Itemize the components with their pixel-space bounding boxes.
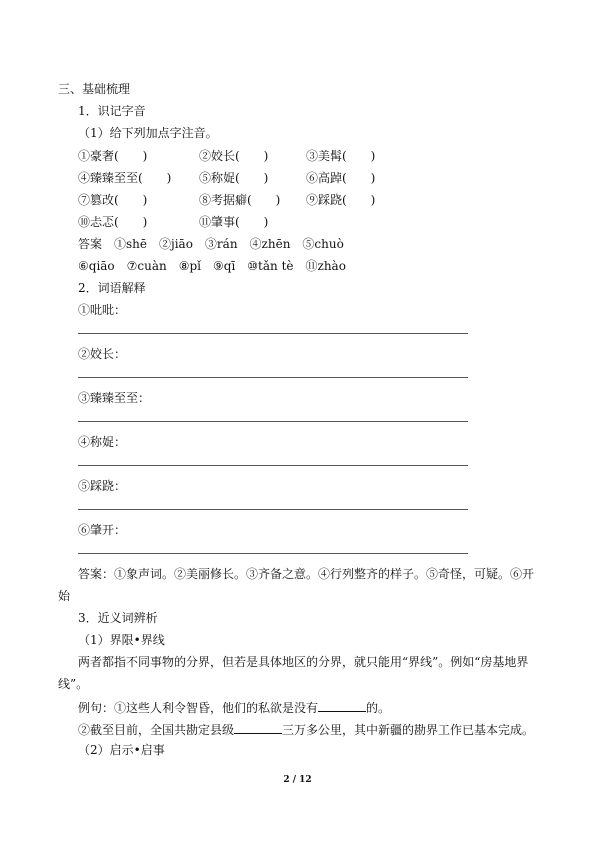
pinyin-item: ⑪肇事( ): [199, 215, 269, 229]
s3-heading: 3．近义词辨析: [78, 611, 158, 625]
s1-answer-line2: ⑥qiāo ⑦cuàn ⑧pǐ ⑨qī ⑩tǎn tè ⑪zhào: [78, 259, 346, 273]
fill-blank-2[interactable]: [234, 721, 282, 734]
s1-answer-line1: 答案 ①shē ②jiāo ③rán ④zhēn ⑤chuò: [78, 237, 344, 251]
example-1-text-after: 的。: [366, 701, 391, 715]
pinyin-item: ④臻臻至至( ): [78, 171, 172, 185]
s3-explain-line1: 两者都指不同事物的分界，但若是具体地区的分界，就只能用“界线”。例如“房基地界: [78, 655, 529, 669]
answer-rule: [78, 553, 468, 554]
fill-blank-1[interactable]: [318, 699, 366, 712]
answer-rule: [78, 377, 468, 378]
term-item: ⑤踩跷：: [78, 479, 127, 493]
s3-subheading-1: （1）界限•界线: [78, 633, 165, 647]
s1-heading: 1．识记字音: [78, 104, 146, 118]
example-1-text-before: 例句：①这些人利令智昏，他们的私欲是没有: [78, 701, 319, 715]
s1-subheading: （1）给下列加点字注音。: [78, 126, 218, 140]
page-number: 2 / 12: [283, 775, 312, 785]
pinyin-item: ⑨踩跷( ): [306, 193, 376, 207]
answer-rule: [78, 509, 468, 510]
pinyin-item: ⑤称娖( ): [199, 171, 269, 185]
s3-subheading-2: （2）启示•启事: [78, 743, 165, 757]
term-item: ④称娖：: [78, 435, 127, 449]
section-title: 三、基础梳理: [58, 82, 131, 96]
example-2-text-before: ②截至目前，全国共勘定县级: [78, 723, 235, 737]
answer-rule: [78, 333, 468, 334]
pinyin-item: ⑥高踔( ): [306, 171, 376, 185]
pinyin-item: ②姣长( ): [199, 149, 269, 163]
term-item: ③臻臻至至：: [78, 391, 151, 405]
example-2-text-after: 三万多公里，其中新疆的勘界工作已基本完成。: [282, 723, 535, 737]
term-item: ①吡吡：: [78, 303, 127, 317]
pinyin-item: ③美髯( ): [306, 149, 376, 163]
pinyin-item: ①豪奢( ): [78, 149, 148, 163]
pinyin-item: ⑩忐忑( ): [78, 215, 148, 229]
pinyin-item: ⑦篡改( ): [78, 193, 148, 207]
s3-explain-line2: 线”。: [58, 677, 89, 691]
answer-rule: [78, 421, 468, 422]
example-sentence-2: [78, 721, 534, 737]
example-sentence-1: [78, 699, 390, 715]
pinyin-item: ⑧考据癖( ): [199, 193, 281, 207]
s2-answer-line2: 始: [58, 589, 71, 603]
answer-rule: [78, 465, 468, 466]
s2-answer-line1: 答案：①象声词。②美丽修长。③齐备之意。④行列整齐的样子。⑤奇怪，可疑。⑥开: [78, 567, 535, 581]
s2-heading: 2．词语解释: [78, 281, 146, 295]
term-item: ②姣长：: [78, 347, 127, 361]
term-item: ⑥肇开：: [78, 523, 127, 537]
